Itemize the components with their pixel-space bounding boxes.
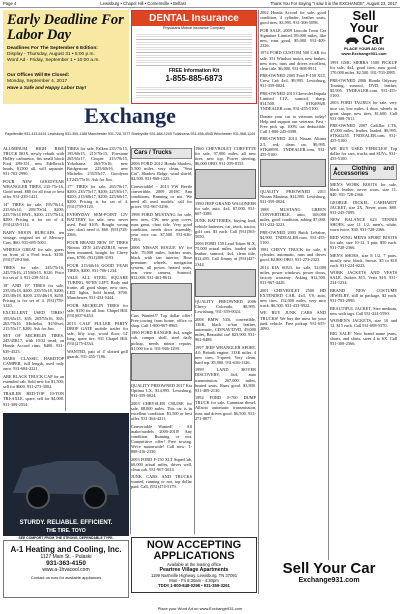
listing: 1990 FORD RANGER 4x4, single cab, camper shell, steel daily pickup, needs minor repairs. $1,000 for it. 931-946-1299. — [131, 330, 192, 351]
a1-phone[interactable]: 931-363-4150 — [46, 560, 86, 567]
listing: SET OF MICHELIN TIRES, 245/45R17, with 10/32 tread, on Honda Accord rims. $400. 931-639-4523. — [3, 333, 64, 354]
a1-site[interactable]: www.a-1hvacool.com — [42, 567, 90, 573]
listing: GEORGE DICKEL CARHARTT JACKET, size 2X, Never worn. $80. 931-245-7099. — [330, 199, 397, 215]
listing: RED WING MEN'S SPORT BOOTS for sale, size 10-12, 3 pair, $50 each. 931-728-2366. — [330, 234, 397, 251]
listing: 18" AND 19" TIRES for sale, 235/45r18, $200. 235/55r18, $200; 235/40r18, $200. 235/40r19, $250. Pricing is for set of 4. (931)759-3120. — [3, 282, 64, 308]
listing: 1960 CHEVROLET CORVETTE for sale, 97,000 miles, all new tires, new top, Power steering, $6,000 OBO. 931-259-8155. — [195, 146, 256, 167]
column-divider — [194, 146, 195, 534]
listing: BIG SALE! New brand name jeans, shorts, and shirts, sizes 4 to 6X. Call 931-308-2366. — [330, 330, 397, 346]
listing: 1999 LAND ROVER DISCOVERY, 4x4, auto transmission, 207,000 miles, heated seats. Runs good. $3,800. 931-409-2130. — [195, 367, 256, 393]
tire-foot: SEE COMFORT FROM THE STRONG, DEPENDABLE TYPE. — [3, 536, 129, 540]
listing: FOR SALE, 2009 Lincoln Town Car Signature Limited, 89,000 miles, like new, runs good, $5,000. 931-409-2326. — [260, 27, 326, 48]
listing: WE BUY JUNK CARS AND TRUCKS! We buy the most for your junk vehicle. Free pickup. 931-655-2090. — [260, 310, 326, 331]
listing: TIRES for sale, Falken 235/75r15, 195/60r15, 215/70r15, Firestone 265/65r17, Cooper 215/70r15, Yokohama 265/70r16, new Bridgestone 225/60r16, new Michelin 235/55r17, Goodyear LT245/75r16. Ask for Jim. — [67, 146, 128, 182]
phone-lewisburg: Lewisburg 931-359-1188 — [47, 132, 88, 136]
listing: Donate your car to veterans today! Help and support our veterans. Fast - Free pick up. 100% tax deductible. Call 1-800-245-0398. — [260, 113, 326, 134]
listing: 14" TIRES for sale, 195/70r14, 215/65r14, 205/70r14, $200; 225/70r14 BWL, $200; 215/75r14, $200. Pricing is for set of 4. (931)235-5114. — [3, 201, 64, 228]
a1-name: A-1 Heating and Cooling, Inc. — [10, 545, 122, 554]
early-deadline-notice — [3, 10, 129, 72]
phone-shelbyville: Shelbyville 931-684-1200 — [131, 132, 172, 136]
car-photo — [195, 169, 256, 199]
listing: FOUR 215/60r16 GOOD YEAR TIRES, $200. 931-706-1234. — [67, 262, 128, 273]
listing: 1992 FORD F-700 DUMP TRUCK for sale, Cummins diesel, Allison automatic transmission, runs and drives good. $6,500. 931-271-8877. — [195, 395, 256, 421]
category-clothing-label: Clothing and Accessories — [333, 165, 394, 177]
dental-fine-print-2 — [136, 85, 252, 99]
dental-phone[interactable]: 1-855-885-6873 — [165, 74, 223, 83]
listing: MARS CLASSIC HARDTOP CAMPER, full length, used only once. 931-684-2221. — [3, 355, 64, 372]
listing: 1991 GMC SIERRA 1500 PICKUP for sale, 4x4, good tires, runs good, 170,000 miles. $2,500. 931-703-2885. — [330, 60, 397, 76]
holiday-wish: Have a Safe and Happy Labor Day! — [7, 86, 87, 91]
listing: 17" TIRES for sale, 265/70r17, $200; 235/75r17, $200; 225/65r17, $200; 215/60r17, $200; 225/60r17, $200. Pricing is for set of 4. (931)759-3120. — [67, 184, 128, 210]
holiday-title: Early Deadline For Labor Day — [7, 12, 124, 43]
listing: VALE ALL STEEL SQUARE TUBING, 90°RV LIFT, Body and frame, all good shape, new tires, LED lights, Sold brand, $700. Manchester, 931-434-5444. — [67, 275, 128, 301]
closed-title: Our Offices Will Be Closed: — [7, 73, 70, 78]
classifieds-column-1 — [3, 146, 64, 411]
listing: TIRES for sale, 245/75r16, 245/70r16, 215/60r15. $120. Price for set of 4. 931-239-5114. — [3, 264, 64, 281]
listing: 1990 JEEP GRAND WAGONEER for sale, auto, 4x4, $7,000. 931-607-3388. — [195, 200, 256, 216]
listing: 2006 NISSAN ROGUE SV for sale, 79,000 miles, leather seats, black with tan interior, Bose premium wheels, navigation system, all power, heated seats, rear view camera, Sunroof. $12,000. 931-461-8612. — [131, 244, 192, 281]
listing: FOUR BRAND NEW 18" TIRES Nitrous ZEN 245/45ZR18, never been mounted, bought for Chevy rims, $700. (931)308-3193. — [67, 239, 128, 261]
phone-tullahoma: Tullahoma 931-455-4545 — [172, 132, 213, 136]
classifieds-column-3 — [131, 146, 192, 534]
listing: Convertable! - 2013 VW Beetle convertible, 2009 2018C Ann conditions, Running or not. We need all used models. call for prices. 931-967-5296. — [131, 183, 192, 210]
page-header — [0, 0, 400, 8]
exchange-masthead — [3, 104, 257, 132]
sellcar-line1: Sell — [352, 8, 376, 23]
jobs-tdd: TDD# 1-800-848-0298 • 931-359-3261 — [158, 583, 230, 588]
listing: BRAND NEW COSTUME JEWELRY, still in package, $2 each. 931-703-2990. — [330, 287, 397, 304]
listing: PRE-OWNED 2003 Buick LeSabre, $4,900. TNDEALER.com, 931-455-5100. — [260, 229, 326, 245]
listing: 2003 FORD TAURUS for sale, very nice car, low miles, 4 door, wheels in great shape, new tires, $1,600. Call 931-308-7611. — [330, 100, 397, 121]
hanger-icon: ▲ — [333, 165, 345, 172]
listing: MEN'S WORK BOOTS for sale, black leather, never worn, size 11. $40. 931-728-2366. — [330, 181, 397, 198]
deadline-title: Deadlines For The September 6 Edition: — [7, 46, 98, 51]
sellcar-line3: Car — [362, 32, 384, 47]
listing: BABY MOON HUBCAPS, ten vintage, original set of Mercury Cars, $60. 931-695-5001. — [3, 229, 64, 245]
listing: JUNK CARS AND TRUCKS wanted, running or not, top dollar paid. Call, (931)474-5179. — [131, 474, 192, 490]
classifieds-column-4 — [195, 146, 256, 534]
jobs-address: 1199 Nashville Highway, Lewisburg, TN 37091 — [150, 573, 238, 578]
classifieds-column-6 — [330, 60, 397, 560]
header-tagline: Thank You For Saying "I saw it in the EXCHANGE", August 23, 2017 — [269, 1, 397, 6]
listing: PRE-OWNED 2014 Nissan Altima 2.5, red, clean car, $9,995. STK#8991. TNDEALER.com, 931-455-5100. — [260, 136, 326, 157]
listing: TRAILER RED-TOP 10-TON TRI-AXLE, spare, sell for $4,000. 931-309-2554. — [3, 391, 64, 407]
column-divider — [65, 146, 66, 411]
sell-your-car-ad[interactable] — [330, 10, 398, 58]
listing: ARE BLACK TRUCK CAP for an extended cab. Sold new for $1,500; sell for $600. 931-273-3002. — [3, 373, 64, 389]
listing: WE BUY USED VEHICLES! Top dollar for cars, trucks and SUVs. 931-455-5100. — [330, 145, 397, 162]
dental-title: DENTAL Insurance — [132, 11, 256, 26]
listing: 2003 FORD F-150 XLT SuperCab, 60,000 actual miles, drives well, clean cab. 931-967-3024. — [131, 456, 192, 472]
listing: WANTED, pair of 4' slotted grill guards. 931-455-7186. — [67, 348, 128, 359]
phone-winchester: Winchester 931-968-1144 — [213, 132, 255, 136]
sellcar-bottom-site[interactable]: Exchange931.com — [298, 577, 360, 584]
listing: QUALITY PREOWNED 2017 Kia Optima LX, $14,995. Lewisburg, 931-359-0024. — [131, 383, 192, 399]
listing: ALUMINUM HIGH RISE TRUCK BOX, newly rebuilt with Holley carburetor, fits small block Ford 289-351, new Edelbrock heads, $1500 all, will separate. 931-703-2990. — [3, 146, 64, 177]
listing: PRE-OWNED 2005 Ford F-150 XLT, Crew Cab 4x4, $9,995. Lewisburg, 931-359-0024. — [260, 73, 326, 89]
listing: 1998 FORD MUSTANG for sale, new tires, CW, new gray cover, runs great, clear title. Very good condition, needs door assembly, year nice car. $7,500. 931-636-7293. — [131, 211, 192, 243]
office-phones — [3, 132, 257, 144]
listing: 2008 BMW 535i, convertible, 136K, black w/tan leather, automatic, CD/NAV/DVD, 49,000 miles, Beautiful car! $23,900. 931-962-0488. — [195, 316, 256, 343]
category-cars-trucks: Cars / Trucks — [131, 148, 192, 159]
listing: 1981 CHEVY TRUCK for sale, 6 cylinder, automatic, runs and drives good, $2,800 OBO. 931-273-2323. — [260, 247, 326, 263]
dental-insurance-ad[interactable] — [131, 10, 257, 104]
car-icon — [344, 34, 360, 46]
jobs-sub: Available at the leasing office — [166, 562, 222, 567]
listing: Convertable Wanted! - All make/models 2000-2010! Any condition. Running or not. Competitive offer! Free towing. We're nationwide! Call now: 1-888-416-2330. — [131, 423, 192, 455]
listing: NEW BALANCE 623 TENNIS SHOES, size 11 1/2, men's, white, worn twice, $30. 931-728-2366. — [330, 217, 397, 233]
page-number: Page 4 — [3, 1, 17, 6]
dental-sub: Physicians Mutual Insurance Company — [162, 26, 226, 30]
listing: FOUR MICHELIN TIRES for sale, $150 for all four. Chapel Hill. (931)607-6454. — [67, 302, 128, 319]
dental-offer: FREE Information Kit — [168, 68, 220, 74]
listing: 1997 JEEP WRANGLER SPORT, 4.0, Rebuilt engine, 133K miles, 4 new tires, 5-speed, Very clean, hard top. $5,900. 931-636-1126. — [195, 344, 256, 365]
listing: 1974 FORD CUSTOM 500 CAR for sale, 351 Windsor motor, new brakes, new tires, runs and drives excellent, clear title. $6,000. 931-808-9911. — [260, 50, 326, 71]
listing: Cars Wanted!? Top dollar offer! Free towing from home, office or shop. Call 1-800-967-8965. — [131, 312, 192, 328]
sellcar-sub: PLACE YOUR AD ON — [343, 46, 384, 51]
listing: WOMEN'S JACKETS, size 10 and 12, $15 each. Call 931-698-5570. — [330, 318, 397, 329]
listing: WHEELS GREAT for sale, guess on front of a Ford truck. $100. (931)728-2366. — [3, 247, 64, 263]
a1-note: Contact us now for available appliances — [30, 575, 102, 580]
listing: 1988 MUSTANG GREEN CONVERTIBLE, auto, 168,000 miles, good condition, asking $7,000. 931-232-3223. — [260, 206, 326, 228]
page-footer: Place your Word Ad on www.Exchange931.com — [157, 606, 243, 611]
car-photo — [260, 159, 326, 187]
listing: PRE-OWNED 2006 Honda Odyssey Touring, sunroof, DVD, leather, $5,995. TNDEALER.com, 931-455-5100. — [330, 77, 397, 98]
column-divider — [130, 146, 131, 534]
classifieds-column-2 — [67, 146, 128, 411]
sellcar-site[interactable]: www.Exchange931.com — [341, 51, 387, 56]
listing: PRE-OWNED 2007 Cadillac CTS, 47,000 miles, leather, loaded, $8,995. STK#2255. TNDEALER.com, 931-455-5100. — [330, 123, 397, 144]
tire-slogan: STURDY. RELIABLE. EFFICIENT. — [19, 520, 113, 526]
car-photo — [131, 353, 192, 381]
listing: PRE-OWNED 2015 Chevrolet Impala Limited LTZ, sunroof, sharp, $14,500. STK#9928. TNDEALER.com, 931-455-5100. — [260, 90, 326, 112]
listing: WORK JACKETS AND VESTS SALE, Jackets $15, Vests $10. 931-234-1234. — [330, 270, 397, 286]
dental-fine-print — [136, 32, 252, 66]
jobs-title: NOW ACCEPTING APPLICATIONS — [146, 539, 242, 562]
listing: 2006 FORD 2012 Honda Shadow, 5,500 miles, very clean, "Seat Cat", Shadow Ridge, wind shield, $2,500. 931-968-1225. — [131, 161, 192, 182]
listing: QUALITY PREOWNED 2006 Chevy Colorado, $8,995. Lewisburg, 931-359-0024. — [195, 299, 256, 315]
paper-editions: Lewisburg • Chapel Hill • Cornersville • Belfast — [100, 1, 186, 6]
listing: EXCELLENT USED TIRES! 195/65r15, $35; 205/55r16, $35; 265/70r16 Michelin, $150/set; 215/55r17, $200. Ask for Jim. — [3, 310, 64, 331]
listing: JUNK BATTERIES, buying lead, vehicle batteries, car, truck, tractor, golf cart. $3 each. Call (931)563-5050. — [195, 218, 256, 239]
jobs-hours: Mon - Fri 8:30am - 4:30pm — [169, 578, 219, 583]
tire-brand: THE TIRE. TOYO — [46, 528, 86, 534]
wordad-deadline: Word Ad - Friday, September 1 • 10:00 a.m. — [7, 58, 100, 63]
jobs-company: Peartree Village Apartments — [159, 567, 229, 573]
sellcar-bottom-title: Sell Your Car — [282, 560, 376, 577]
tire-ad[interactable] — [3, 413, 129, 540]
sell-your-car-banner[interactable] — [260, 561, 398, 595]
a1-city: 1127 Main St. - Pulaski — [40, 554, 92, 560]
classifieds-column-5 — [260, 10, 326, 560]
column-divider — [258, 10, 259, 594]
listing: 2014 KIA SOUL for sale, 32,000 miles, power windows, power doors, factory warranty. Asking $12,500. 931-967-4420. — [260, 264, 326, 286]
listing: 2003 CHRYSLER CRUISE for sale, 88,000 miles. This car is in excellent condition. $3,500 or best offer. 931-364-4211. — [131, 400, 192, 422]
phone-fayetteville: Fayetteville 931-433-6151 — [5, 132, 47, 136]
now-accepting-ad[interactable] — [131, 537, 257, 593]
listing: MEN'S SHOES, size 8 1/2, 7 pairs, mostly new, black, brown, $5 to $10 each. 931-224-0223. — [330, 252, 397, 268]
listing: EVERYDAY SEM-POINT 12V BATTERY for sale, new, never used. Paid $105. Bought wrong size, don't need it, $60. (931)728-2366. — [67, 211, 128, 238]
a1-heating-ad[interactable] — [3, 540, 129, 598]
listing: 2013 CALF PULLER PARTY DROP GATE mobile trailer for sale, fifty way, wood floor, 14' long, spare tire, 931 Chapel Hill. (931)275-4334. — [67, 320, 128, 347]
car-photo — [195, 269, 256, 297]
column-divider — [328, 10, 329, 560]
listing: 2006 FORD 150 Lead Token SLX, 75,000 actual miles, loaded with leather, sunroof, 4x4, clean title, $12,495. Call Jimmy at (931)427-2344. — [195, 241, 256, 267]
car-photo — [131, 283, 192, 311]
listing: FOUR NEW GOODYEAR WRANGLER TIRES, 235-75r-16, Good tread, $80 for all four or best offer. 931-239-1421. — [3, 178, 64, 200]
listing: 2001 CHEVROLET 2500 HD EXTENDED CAB, 4x4, V8, auto, new tires, 152,000 miles, very nice truck. $6,500. 931-433-9922. — [260, 287, 326, 308]
office-closed-notice — [3, 72, 129, 104]
exchange-logo: Exchange — [84, 103, 176, 128]
display-deadline: Display - Thursday, August 31 • 5:00 p.m. — [7, 52, 95, 57]
sellcar-line2: Your — [349, 20, 379, 35]
listing: BEAUTIFUL JACKET, Size medium, new with tags. Call 931-224-5590. — [330, 305, 397, 316]
phone-manchester: Manchester 931-728-7577 — [88, 132, 131, 136]
listing: 2002 Honda Accord for sale, good condition, 4 cylinder, leather seats, good tires. $3,995. 931-306-5098. — [260, 10, 326, 26]
category-clothing — [330, 164, 397, 180]
closed-date: Monday, September 4, 2017 — [7, 79, 68, 84]
listing: QUALITY PREOWNED 2011 Nissan Maxima, $14,995. Lewisburg, 931-359-0024. — [260, 189, 326, 205]
